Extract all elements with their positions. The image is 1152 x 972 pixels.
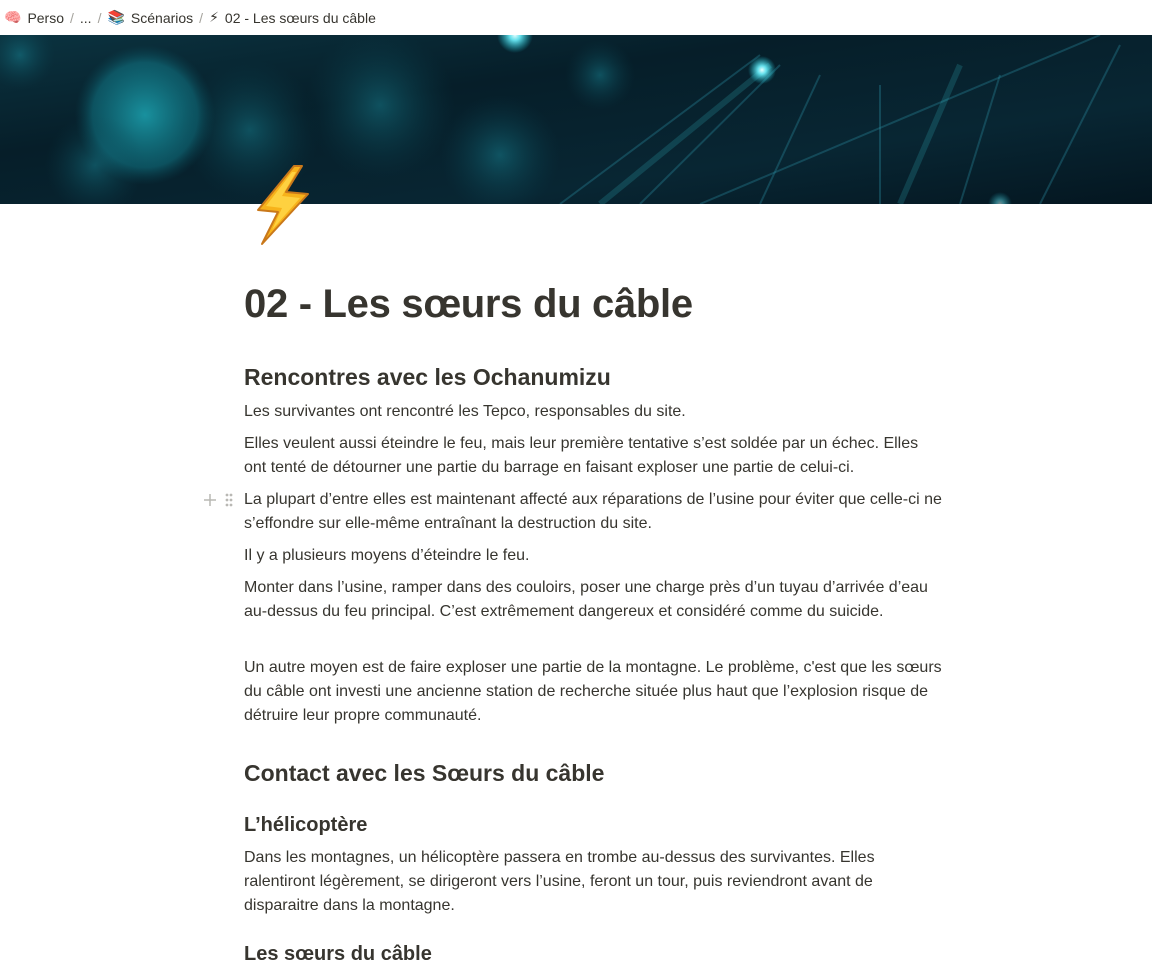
drag-handle-icon[interactable] bbox=[224, 492, 234, 508]
page-icon[interactable] bbox=[248, 164, 320, 248]
breadcrumb-separator: / bbox=[97, 9, 102, 26]
breadcrumb-separator: / bbox=[70, 9, 74, 26]
lightning-bolt-icon bbox=[248, 164, 320, 248]
paragraph[interactable]: Les survivantes ont rencontré les Tepco, responsables du site. bbox=[244, 403, 686, 420]
paragraph[interactable]: La plupart d’entre elles est maintenant affecté aux réparations de l’usine pour éviter que celle-ci ne s’effondre sur elle-même entraînant la destruction du site. bbox=[244, 491, 942, 532]
breadcrumb bbox=[0, 0, 1152, 35]
heading-rencontres[interactable]: Rencontres avec les Ochanumizu bbox=[244, 364, 611, 390]
paragraph[interactable]: Elles veulent aussi éteindre le feu, mais leur première tentative s’est soldée par un échec. Elles ont tenté de détourner une partie du barrage en faisant exploser une partie de celui-ci. bbox=[244, 435, 919, 476]
heading-helicoptere[interactable]: L’hélicoptère bbox=[244, 814, 368, 836]
paragraph[interactable]: Il y a plusieurs moyens d’éteindre le feu. bbox=[244, 547, 530, 564]
paragraph[interactable]: Dans les montagnes, un hélicoptère passera en trombe au-dessus des survivantes. Elles ralentiront légèrement, se dirigeront vers l’usine, feront un tour, puis reviendront avant de disparaitre dans la montagne. bbox=[244, 849, 875, 914]
books-icon: 📚 bbox=[107, 9, 125, 25]
brain-icon: 🧠 bbox=[4, 9, 22, 25]
breadcrumb-item-ellipsis[interactable] bbox=[76, 8, 96, 28]
page-title[interactable]: 02 - Les sœurs du câble bbox=[244, 282, 693, 326]
plus-icon[interactable] bbox=[202, 492, 218, 508]
breadcrumb-label: Scénarios bbox=[130, 9, 194, 26]
breadcrumb-separator: / bbox=[199, 9, 204, 26]
breadcrumb-item-scenarios[interactable] bbox=[103, 7, 197, 28]
page-cover-image[interactable] bbox=[0, 35, 1152, 204]
fiber-optic-cover-art bbox=[0, 35, 1152, 204]
paragraph[interactable]: Un autre moyen est de faire exploser une partie de la montagne. Le problème, c'est que les sœurs du câble ont investi une ancienne station de recherche située plus haut que l’explosion risque de détruire leur propre communauté. bbox=[244, 659, 942, 724]
heading-soeurs-du-cable[interactable]: Les sœurs du câble bbox=[244, 943, 432, 965]
block-handle bbox=[202, 490, 242, 510]
breadcrumb-item-perso[interactable] bbox=[0, 7, 68, 28]
breadcrumb-label: ... bbox=[79, 9, 92, 26]
breadcrumb-label: Perso bbox=[27, 9, 65, 26]
lightning-icon: ⚡ bbox=[209, 9, 219, 25]
heading-contact[interactable]: Contact avec les Sœurs du câble bbox=[244, 760, 605, 786]
breadcrumb-item-current-page[interactable] bbox=[205, 7, 380, 28]
paragraph[interactable]: Monter dans l’usine, ramper dans des couloirs, poser une charge près d’un tuyau d’arrivée d’eau au-dessus du feu principal. C’est extrêmement dangereux et considéré comme du suicide. bbox=[244, 579, 928, 620]
breadcrumb-label: 02 - Les sœurs du câble bbox=[224, 9, 376, 26]
